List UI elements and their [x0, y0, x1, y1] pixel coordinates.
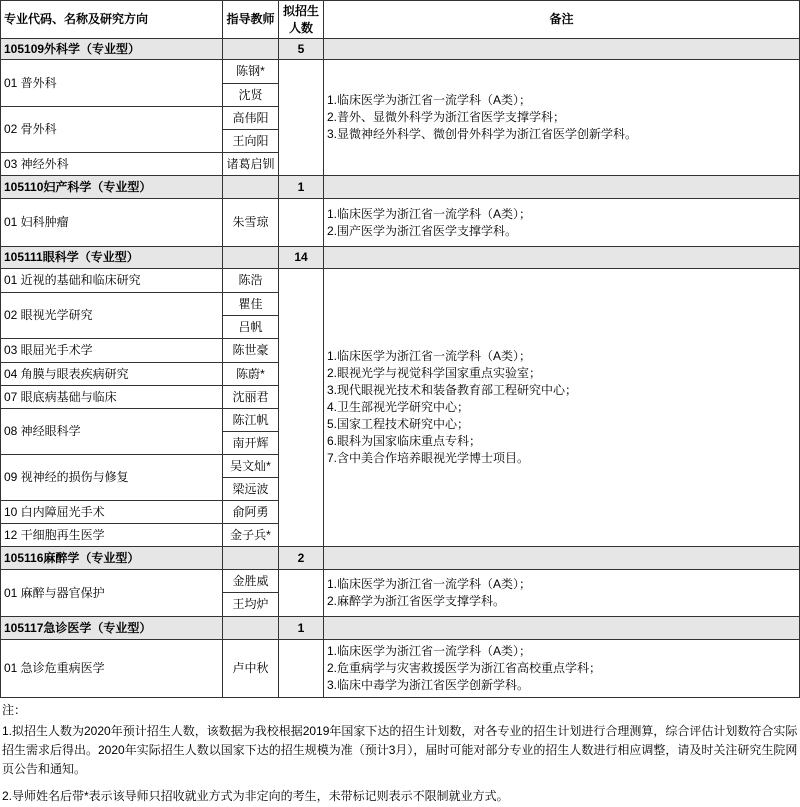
table-row — [1, 199, 800, 247]
advisor-name: 瞿佳 — [223, 293, 279, 316]
section-advisor-cell — [223, 176, 279, 199]
section-title: 105116麻醉学（专业型） — [1, 547, 223, 570]
section-quota: 5 — [279, 39, 324, 60]
advisor-name: 高伟阳 — [223, 107, 279, 130]
advisor-name: 梁远波 — [223, 478, 279, 501]
section-remarks-cell — [324, 39, 800, 60]
research-direction: 08 神经眼科学 — [1, 409, 223, 455]
advisor-name: 俞阿勇 — [223, 501, 279, 524]
header-remarks: 备注 — [324, 1, 800, 39]
advisor-name: 吴文灿* — [223, 455, 279, 478]
research-direction: 04 角膜与眼表疾病研究 — [1, 363, 223, 386]
header-major-direction: 专业代码、名称及研究方向 — [1, 1, 223, 39]
section-row — [1, 176, 800, 199]
quota-blank-cell — [279, 269, 324, 547]
section-remarks-cell — [324, 617, 800, 640]
remark-line: 3.现代眼视光技术和装备教育部工程研究中心； — [327, 383, 578, 397]
advisor-name: 吕帆 — [223, 316, 279, 339]
section-row — [1, 39, 800, 60]
footnote-item: 1.拟招生人数为2020年预计招生人数，该数据为我校根据2019年国家下达的招生计划数，对各专业的招生计划进行合理测算，综合评估计划数符合实际招生需求后得出。2020年实际招生人数以国家下达的招生规模为准（预计3月），届时可能对部分专业的招生人数进行相应调整，请及时关注研究生院网页公告和通知。 — [2, 724, 798, 776]
advisor-name: 沈贤 — [223, 84, 279, 107]
remark-line: 6.眼科为国家临床重点专科； — [327, 434, 482, 448]
advisor-name: 陈蔚* — [223, 363, 279, 386]
remarks-cell — [324, 570, 800, 617]
section-quota: 2 — [279, 547, 324, 570]
advisor-name: 陈江帆 — [223, 409, 279, 432]
research-direction: 12 干细胞再生医学 — [1, 524, 223, 547]
table-body — [1, 39, 800, 698]
header-quota-line2: 人数 — [288, 20, 313, 35]
section-row — [1, 247, 800, 269]
advisor-name: 朱雪琼 — [223, 199, 279, 247]
section-quota: 14 — [279, 247, 324, 269]
table-row — [1, 570, 800, 593]
advisor-name: 沈丽君 — [223, 386, 279, 409]
advisor-name: 陈钢* — [223, 60, 279, 84]
section-advisor-cell — [223, 39, 279, 60]
research-direction: 01 普外科 — [1, 60, 223, 107]
research-direction: 02 骨外科 — [1, 107, 223, 153]
section-title: 105117急诊医学（专业型） — [1, 617, 223, 640]
section-row — [1, 617, 800, 640]
remarks-cell — [324, 60, 800, 176]
remark-line: 2.危重病学与灾害救援医学为浙江省高校重点学科； — [327, 661, 602, 675]
quota-blank-cell — [279, 640, 324, 698]
section-advisor-cell — [223, 617, 279, 640]
advisor-name: 王向阳 — [223, 130, 279, 153]
header-row — [1, 1, 800, 39]
section-quota: 1 — [279, 617, 324, 640]
remarks-cell — [324, 269, 800, 547]
remark-line: 7.含中美合作培养眼视光学博士项目。 — [327, 451, 530, 465]
section-quota: 1 — [279, 176, 324, 199]
table-row — [1, 269, 800, 293]
section-title: 105111眼科学（专业型） — [1, 247, 223, 269]
remark-line: 4.卫生部视光学研究中心； — [327, 400, 470, 414]
section-title: 105109外科学（专业型） — [1, 39, 223, 60]
remark-line: 2.围产医学为浙江省医学支撑学科。 — [327, 223, 518, 238]
section-remarks-cell — [324, 247, 800, 269]
advisor-name: 卢中秋 — [223, 640, 279, 698]
section-title: 105110妇产科学（专业型） — [1, 176, 223, 199]
remark-line: 5.国家工程技术研究中心； — [327, 417, 470, 431]
research-direction: 10 白内障屈光手术 — [1, 501, 223, 524]
advisor-name: 南开辉 — [223, 432, 279, 455]
section-remarks-cell — [324, 176, 800, 199]
table-row — [1, 60, 800, 84]
advisor-name: 金子兵* — [223, 524, 279, 547]
remark-line: 2.麻醉学为浙江省医学支撑学科。 — [327, 594, 506, 608]
quota-blank-cell — [279, 60, 324, 176]
advisor-name: 王均炉 — [223, 593, 279, 617]
footnote-label: 注： — [2, 703, 27, 717]
remark-line: 2.眼视光学与视觉科学国家重点实验室； — [327, 366, 542, 380]
research-direction: 07 眼底病基础与临床 — [1, 386, 223, 409]
table-header — [1, 1, 800, 39]
research-direction: 01 妇科肿瘤 — [1, 199, 223, 247]
remarks-cell — [324, 199, 800, 247]
research-direction: 01 麻醉与器官保护 — [1, 570, 223, 617]
research-direction: 01 急诊危重病医学 — [1, 640, 223, 698]
research-direction: 03 眼屈光手术学 — [1, 339, 223, 363]
remark-line: 3.临床中毒学为浙江省医学创新学科。 — [327, 678, 530, 692]
remark-line: 1.临床医学为浙江省一流学科（A类）； — [327, 577, 532, 591]
header-advisor: 指导教师 — [223, 1, 279, 39]
footnotes — [2, 701, 798, 806]
research-direction: 03 神经外科 — [1, 153, 223, 176]
section-remarks-cell — [324, 547, 800, 570]
remark-line: 1.临床医学为浙江省一流学科（A类）； — [327, 349, 532, 363]
research-direction: 09 视神经的损伤与修复 — [1, 455, 223, 501]
header-quota-line1: 拟招生 — [282, 3, 319, 18]
section-advisor-cell — [223, 247, 279, 269]
quota-blank-cell — [279, 570, 324, 617]
advisor-name: 陈世豪 — [223, 339, 279, 363]
advisor-name: 陈浩 — [223, 269, 279, 293]
remark-line: 3.显微神经外科学、微创骨外科学为浙江省医学创新学科。 — [327, 127, 638, 141]
table-row — [1, 640, 800, 698]
header-quota — [279, 1, 324, 39]
remark-line: 2.普外、显微外科学为浙江省医学支撑学科； — [327, 110, 566, 124]
remark-line: 1.临床医学为浙江省一流学科（A类）； — [327, 644, 532, 658]
section-advisor-cell — [223, 547, 279, 570]
section-row — [1, 547, 800, 570]
footnote-item: 2.导师姓名后带*表示该导师只招收就业方式为非定向的考生，未带标记则表示不限制就业方式。 — [2, 789, 509, 803]
quota-blank-cell — [279, 199, 324, 247]
remark-line: 1.临床医学为浙江省一流学科（A类）； — [327, 206, 532, 221]
research-direction: 02 眼视光学研究 — [1, 293, 223, 339]
remark-line: 1.临床医学为浙江省一流学科（A类）； — [327, 93, 532, 107]
research-direction: 01 近视的基础和临床研究 — [1, 269, 223, 293]
advisor-name: 金胜威 — [223, 570, 279, 593]
advisor-name: 诸葛启钏 — [223, 153, 279, 176]
remarks-cell — [324, 640, 800, 698]
